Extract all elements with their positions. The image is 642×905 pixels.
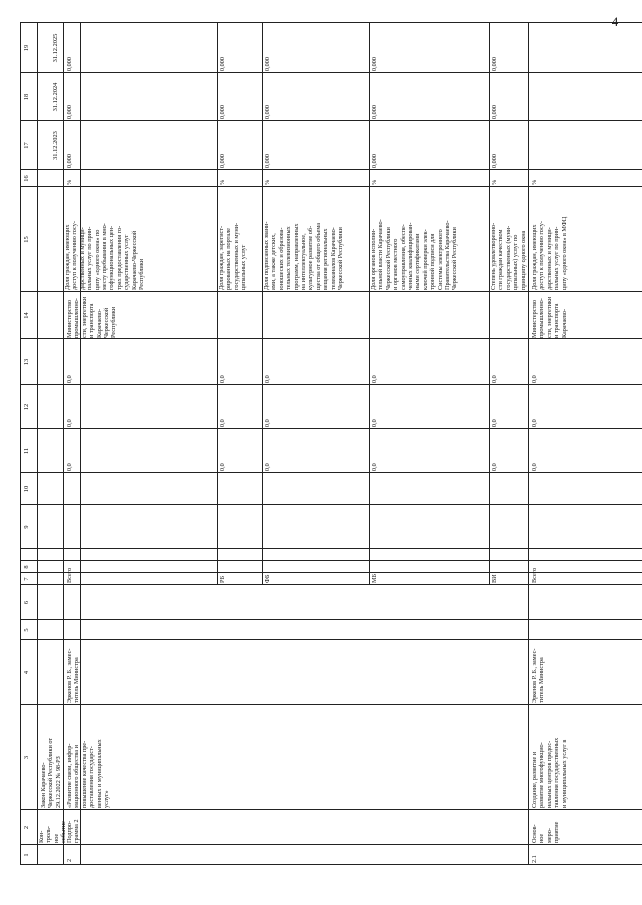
grid-line	[20, 639, 642, 640]
column-number: 5	[23, 628, 30, 632]
budget-value: 0,0	[264, 463, 271, 471]
column-number: 18	[23, 93, 30, 101]
grid-line	[20, 22, 642, 23]
column-number: 11	[23, 447, 30, 455]
indicator-value: 0,000	[66, 57, 73, 71]
grid-line	[262, 23, 263, 170]
budget-value: 0,0	[491, 375, 498, 383]
grid-line	[20, 704, 642, 705]
grid-line	[20, 619, 642, 620]
grid-line	[20, 572, 642, 573]
column-number: 14	[23, 312, 30, 319]
column-number: 9	[23, 525, 30, 529]
row-executor: Министерство промышленно- сти, энергетики и транспорта Карачаево- Черкесской Республики	[66, 296, 118, 338]
column-number: 1	[23, 853, 30, 857]
row-type: Подпро- грамма 2	[66, 819, 81, 843]
grid-line	[20, 864, 642, 865]
grid-line	[20, 584, 642, 585]
grid-line	[528, 23, 529, 865]
grid-line	[20, 120, 642, 121]
budget-value: 0,0	[371, 375, 378, 383]
grid-line	[369, 23, 370, 170]
grid-line	[20, 72, 642, 73]
grid-line	[20, 548, 642, 549]
page-number: 4	[611, 13, 619, 29]
indicator-value: 0,000	[371, 57, 378, 71]
indicator-text: Доля подписанных звани- ями, а также детских, юношеских и образова- тельных телевизионных программ, направленных на интеллектуальное, культурное развитие об- щества от общего объема вещания региональных телеканалов Карачаево- Черкесской Республики	[263, 221, 345, 290]
indicator-unit: %	[264, 179, 271, 185]
indicator-value: 0,000	[219, 154, 226, 168]
column-number: 16	[23, 175, 30, 182]
funding-source: Всего	[531, 567, 538, 583]
grid-line	[20, 472, 642, 473]
indicator-text: Доля граждан, зарегист- рированных на портале государственных и муни- ципальных услуг	[218, 222, 248, 290]
column-number: 17	[23, 142, 30, 149]
indicator-value: 0,000	[66, 154, 73, 168]
grid-line	[63, 23, 64, 865]
row-number: 2	[66, 858, 73, 862]
row-responsible: Эркенов Р. Б., замес- титель Министра	[531, 648, 546, 703]
row-responsible: Эркенов Р. Б., замес- титель Министра	[66, 648, 81, 703]
indicator-text: Степень удовлетворенно- сти граждан качеством государственных (муни- ципальных) услуг по принципу одного окна	[490, 222, 527, 290]
column-number: 10	[23, 485, 30, 493]
grid-line	[20, 23, 21, 865]
column-number: 12	[23, 403, 30, 411]
grid-line	[37, 23, 38, 865]
indicator-value: 0,000	[219, 105, 226, 119]
header-date-2023: 31.12.2023	[52, 131, 59, 160]
grid-line	[20, 560, 642, 561]
indicator-text: Доля органов исполни- тельной власти Карачаево- Черкесской Республики и органов местного самоуправления, обеспе- ченных квалифицирован- ными сертификатами ключей проверки элек- тронной подписи для Системы электронного Правительства Карачаево- Черкесской Республики	[370, 219, 459, 290]
indicator-value: 0,000	[371, 154, 378, 168]
budget-value: 0,0	[66, 463, 73, 471]
indicator-value: 0,000	[66, 105, 73, 119]
budget-value: 0,0	[531, 419, 538, 427]
grid-line	[20, 384, 642, 385]
indicator-value: 0,000	[491, 105, 498, 119]
column-number: 4	[23, 670, 30, 675]
funding-source: ВИ	[491, 574, 498, 583]
indicator-text: Доля граждан, имеющих доступ к получению госу- дарственных и муници- пальных услуг по прин- ципу «одного окна» в МФЦ	[531, 216, 568, 290]
indicator-value: 0,000	[264, 154, 271, 168]
indicator-value: 0,000	[491, 57, 498, 71]
budget-value: 0,0	[66, 419, 73, 427]
grid-line	[489, 23, 490, 170]
budget-value: 0,0	[491, 419, 498, 427]
indicator-value: 0,000	[371, 105, 378, 119]
column-number: 7	[23, 577, 30, 581]
indicator-unit: %	[371, 179, 378, 185]
funding-source: МБ	[371, 573, 378, 583]
indicator-text: Доля граждан, имеющих доступ к получению госу- дарственных и муници- пальных услуг по прин- ципу «одного окна» по месту пребывания в мно- гофункциональных цен- трах предоставления го- сударственных услуг Карачаево-Черкесской Республики	[64, 221, 146, 290]
funding-source: РБ	[219, 576, 226, 583]
indicator-value: 0,000	[264, 57, 271, 71]
row-title: Создание, развитие и развитие многофункцио- нальных центров предос- тавления государственных и муниципальных услуг в	[531, 737, 568, 808]
budget-value: 0,0	[264, 419, 271, 427]
indicator-value: 0,000	[264, 105, 271, 119]
column-number: 8	[23, 565, 30, 569]
row-type: Основ- ное меро- приятие	[531, 821, 561, 843]
header-date-2024: 31.12.2024	[52, 82, 59, 112]
funding-source: Всего	[66, 567, 73, 583]
indicator-unit: %	[491, 179, 498, 185]
indicator-unit: %	[219, 179, 226, 185]
budget-value: 0,0	[531, 375, 538, 383]
indicator-unit: %	[66, 179, 73, 185]
header-law-reference: Закон Карачаево- Черкесской Республики от 29.12.2022 № 98-РЗ	[40, 737, 62, 808]
grid-line	[20, 169, 642, 170]
grid-line	[20, 504, 642, 505]
column-number: 13	[23, 358, 30, 366]
budget-value: 0,0	[371, 463, 378, 471]
budget-value: 0,0	[219, 463, 226, 471]
column-number: 15	[23, 236, 30, 243]
row-executor: Министерство промышленно- сти, энергетики и транспорта Карачаево-	[531, 296, 568, 338]
budget-value: 0,0	[531, 463, 538, 471]
row-number: 2.1	[531, 855, 538, 863]
grid-line	[217, 23, 218, 170]
budget-value: 0,0	[371, 419, 378, 427]
budget-value: 0,0	[219, 419, 226, 427]
grid-line	[20, 338, 642, 339]
budget-value: 0,0	[491, 463, 498, 471]
row-title: «Развитие связи, инфор- мационного общества и повышение качества пре- доставления государст- венных и муниципальных услуг»	[66, 739, 111, 808]
column-number: 2	[23, 825, 30, 830]
grid-line	[20, 428, 642, 429]
header-control-event: Кон- троль- ное событие	[38, 821, 68, 843]
funding-source: ФБ	[264, 574, 271, 583]
budget-value: 0,0	[219, 375, 226, 383]
indicator-value: 0,000	[219, 57, 226, 71]
indicator-unit: %	[531, 179, 538, 185]
budget-value: 0,0	[66, 375, 73, 383]
column-number: 6	[23, 600, 30, 605]
grid-line	[20, 844, 642, 845]
indicator-value: 0,000	[491, 154, 498, 168]
budget-value: 0,0	[264, 375, 271, 383]
column-number: 3	[23, 755, 30, 760]
column-number: 19	[23, 44, 30, 52]
header-date-2025: 31.12.2025	[52, 33, 59, 63]
